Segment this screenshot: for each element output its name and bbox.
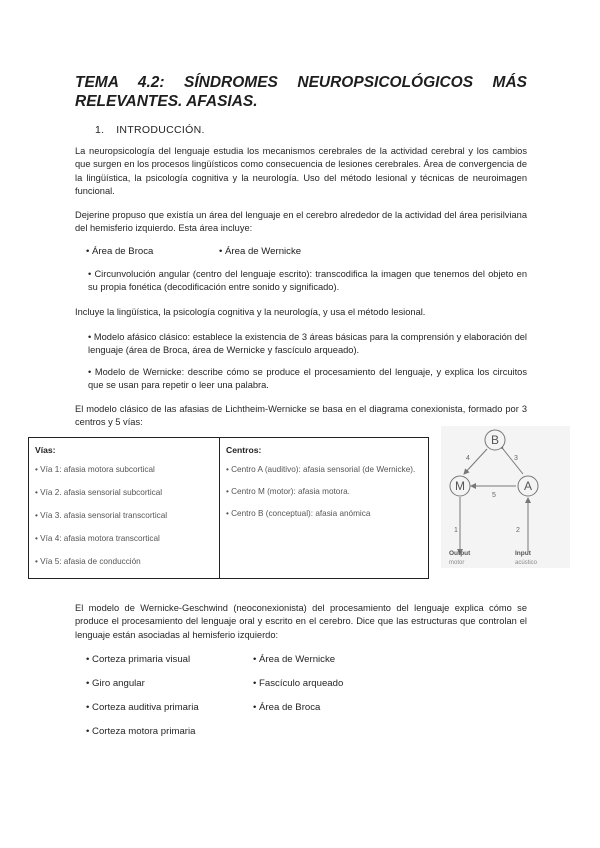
centros-column bbox=[220, 438, 428, 578]
vias-column bbox=[29, 438, 220, 578]
centro-item: • Centro M (motor): afasia motora. bbox=[226, 487, 350, 496]
structure-item: • Fascículo arqueado bbox=[253, 678, 344, 689]
via-item: • Vía 5: afasia de conducción bbox=[35, 557, 141, 566]
structure-item: • Corteza motora primaria bbox=[86, 726, 196, 737]
centro-item: • Centro B (conceptual): afasia anómica bbox=[226, 509, 371, 518]
document-title: TEMA 4.2: SÍNDROMES NEUROPSICOLÓGICOS MÁS RELEVANTES. AFASIAS. bbox=[75, 74, 527, 110]
paragraph-circunvolucion: • Circunvolución angular (centro del lenguaje escrito): transcodifica la imagen que tenemos del objeto en su propia fonética (decodificación entre sonido y significado). bbox=[88, 269, 527, 293]
paragraph-incluye: Incluye la lingüística, la psicología cognitiva y la neurología, y usa el método lesional. bbox=[75, 307, 426, 317]
output-label: Output bbox=[449, 550, 471, 557]
paragraph-modelo-afasico: • Modelo afásico clásico: establece la existencia de 3 áreas básicas para la comprensión y elaboración del lenguaje (área de Broca, área de Wernicke y fascículo arqueado). bbox=[88, 332, 527, 356]
via-item: • Vía 1: afasia motora subcortical bbox=[35, 465, 155, 474]
paragraph-intro: La neuropsicología del lenguaje estudia los mecanismos cerebrales de la actividad cerebral y los cambios que surgen en los procesos lingüísticos como consecuencia de lesiones cerebrales. Área de convergencia de la lingüística, la psicología cognitiva y la neurología. Uso del método lesional y técnicas de neuroimagen funcional. bbox=[75, 146, 527, 197]
input-label: Input bbox=[515, 550, 531, 557]
vias-header: Vías: bbox=[35, 445, 56, 455]
node-m-label: M bbox=[455, 479, 465, 493]
output-sublabel: motor bbox=[449, 560, 465, 566]
structure-item: • Corteza primaria visual bbox=[86, 654, 191, 665]
lichtheim-diagram bbox=[441, 426, 570, 568]
paragraph-modelo-wernicke: • Modelo de Wernicke: describe cómo se produce el procesamiento del lenguaje, y explica los circuitos que se usan para repetir o leer una palabra. bbox=[88, 367, 527, 391]
edge-label-2: 2 bbox=[516, 527, 520, 534]
structure-item: • Giro angular bbox=[86, 678, 145, 689]
structure-item: • Área de Wernicke bbox=[253, 654, 336, 665]
section-label: INTRODUCCIÓN. bbox=[116, 124, 205, 136]
input-sublabel: acústico bbox=[515, 560, 538, 566]
node-b-label: B bbox=[490, 433, 500, 447]
centro-item: • Centro A (auditivo): afasia sensorial (de Wernicke). bbox=[226, 465, 416, 474]
edge-label-3: 3 bbox=[514, 455, 518, 462]
structure-item: • Área de Broca bbox=[253, 702, 321, 713]
node-a-label: A bbox=[523, 479, 533, 493]
via-item: • Vía 4: afasia motora transcortical bbox=[35, 534, 160, 543]
paragraph-lichtheim: El modelo clásico de las afasias de Lichtheim-Wernicke se basa en el diagrama conexionista, formado por 3 centros y 5 vías: bbox=[75, 404, 527, 428]
structure-item: • Corteza auditiva primaria bbox=[86, 702, 199, 713]
edge-label-5: 5 bbox=[492, 492, 496, 499]
paragraph-geschwind: El modelo de Wernicke-Geschwind (neoconexionista) del procesamiento del lenguaje explica cómo se produce el procesamiento del lenguaje oral y escrito en el cerebro. Dice que las estructuras que controlan el lenguaje están asociadas al hemisferio izquierdo: bbox=[75, 603, 527, 640]
centros-header: Centros: bbox=[226, 445, 262, 455]
via-item: • Vía 3. afasia sensorial transcortical bbox=[35, 511, 168, 520]
section-number: 1. bbox=[95, 124, 105, 136]
paragraph-dejerine: Dejerine propuso que existía un área del lenguaje en el cerebro alrededor de la actividad del área perisilviana del hemisferio izquierdo. Esta área incluye: bbox=[75, 210, 527, 234]
edge-label-4: 4 bbox=[466, 455, 470, 462]
bullet-broca: • Área de Broca bbox=[86, 246, 154, 257]
edge-label-1: 1 bbox=[454, 527, 458, 534]
section-heading bbox=[95, 124, 205, 136]
bullet-wernicke: • Área de Wernicke bbox=[219, 246, 302, 257]
via-item: • Vía 2. afasia sensorial subcortical bbox=[35, 488, 163, 497]
vias-centros-table bbox=[28, 437, 429, 579]
